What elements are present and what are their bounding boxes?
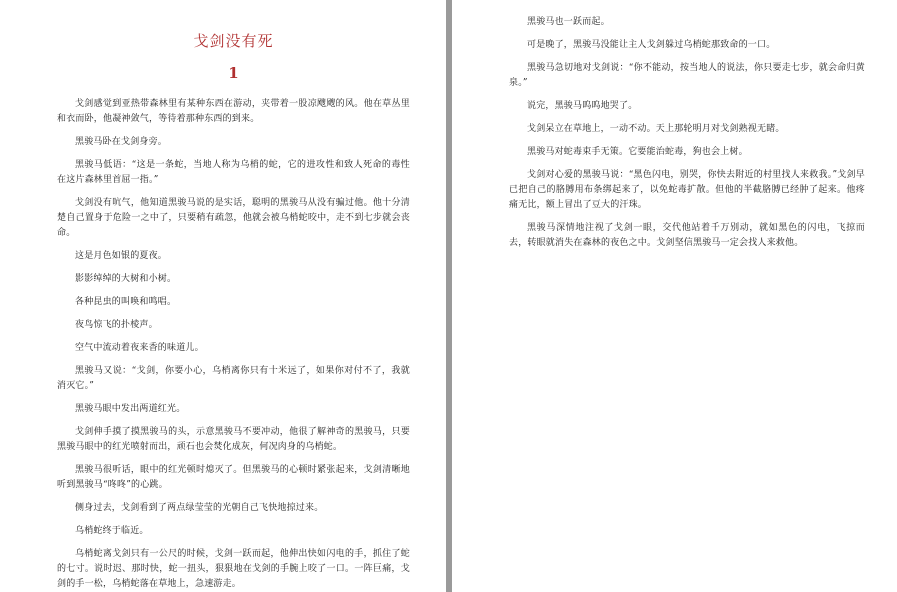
paragraph: 戈剑没有吭气，他知道黑骏马说的是实话，聪明的黑骏马从没有骗过他。他十分清楚自己置身于危险一之中了，只要稍有疏忽，他就会被乌梢蛇咬中，走不到七步就会丧命。 [57, 198, 410, 238]
paragraph: 黑骏马低语：“这是一条蛇，当地人称为乌梢的蛇，它的进攻性和致人死命的毒性在这片森林里首屈一指。” [57, 160, 410, 185]
paragraph: 乌梢蛇终于临近。 [75, 526, 149, 536]
paragraph: 空气中流动着夜来香的味道儿。 [75, 343, 204, 353]
paragraph: 说完，黑骏马呜呜地哭了。 [527, 101, 638, 111]
paragraph: 这是月色如银的夏夜。 [75, 251, 168, 261]
paragraph: 乌梢蛇离戈剑只有一公尺的时候，戈剑一跃而起，他伸出快如闪电的手，抓住了蛇的七寸。说时迟、那时快，蛇一扭头，狠狠地在戈剑的手腕上咬了一口。一阵巨痛，戈剑的手一松，乌梢蛇落在草地上，急速游走。 [57, 549, 410, 589]
chapter-number: 1 [228, 64, 239, 82]
paragraph: 黑骏马对蛇毒束手无策。它要能治蛇毒，狗也会上树。 [527, 147, 748, 157]
paragraph: 各种昆虫的叫唤和鸣唱。 [75, 297, 177, 307]
right-page [452, 0, 897, 592]
paragraph: 夜鸟惊飞的扑棱声。 [75, 320, 158, 330]
paragraph: 可是晚了，黑骏马没能让主人戈剑躲过乌梢蛇那致命的一口。 [527, 40, 776, 50]
paragraph: 侧身过去，戈剑看到了两点绿莹莹的光朝自己飞快地掠过来。 [75, 503, 324, 513]
paragraph: 黑骏马又说：“戈剑，你要小心，乌梢离你只有十米远了，如果你对付不了，我就消灭它。” [57, 366, 410, 391]
paragraph: 黑骏马卧在戈剑身旁。 [75, 137, 168, 147]
paragraph: 戈剑感觉到亚热带森林里有某种东西在游动，夹带着一股凉飕飕的风。他在草丛里和衣而卧，他凝神敛气，等待着那种东西的到来。 [57, 99, 410, 124]
left-page [0, 0, 446, 592]
paragraph: 戈剑对心爱的黑骏马说：“黑色闪电，别哭，你快去附近的村里找人来救我。”戈剑早已把自己的胳膊用布条绑起来了，以免蛇毒扩散。但他的半截胳膊已经肿了起来。他疼痛无比，额上冒出了豆大的汗珠。 [509, 170, 865, 210]
paragraph: 黑骏马深情地注视了戈剑一眼，交代他站着千万别动，就如黑色的闪电，飞掠而去，转眼就消失在森林的夜色之中。戈剑坚信黑骏马一定会找人来救他。 [509, 223, 865, 248]
book-title: 戈剑没有死 [193, 32, 274, 50]
paragraph: 黑骏马急切地对戈剑说：“你不能动，按当地人的说法，你只要走七步，就会命归黄泉。” [509, 63, 865, 88]
paragraph: 戈剑呆立在草地上，一动不动。天上那轮明月对戈剑熟视无睹。 [527, 124, 785, 134]
paragraph: 黑骏马也一跃而起。 [527, 17, 610, 27]
paragraph: 戈剑伸手摸了摸黑骏马的头，示意黑骏马不要冲动，他很了解神奇的黑骏马，只要黑骏马眼中的红光喷射而出，顽石也会焚化成灰，何况肉身的乌梢蛇。 [57, 427, 410, 452]
paragraph: 黑骏马很听话，眼中的红光顿时熄灭了。但黑骏马的心顿时紧张起来，戈剑清晰地听到黑骏马“咚咚”的心跳。 [57, 465, 410, 490]
paragraph: 影影绰绰的大树和小树。 [75, 274, 177, 284]
paragraph: 黑骏马眼中发出两道红光。 [75, 404, 186, 414]
